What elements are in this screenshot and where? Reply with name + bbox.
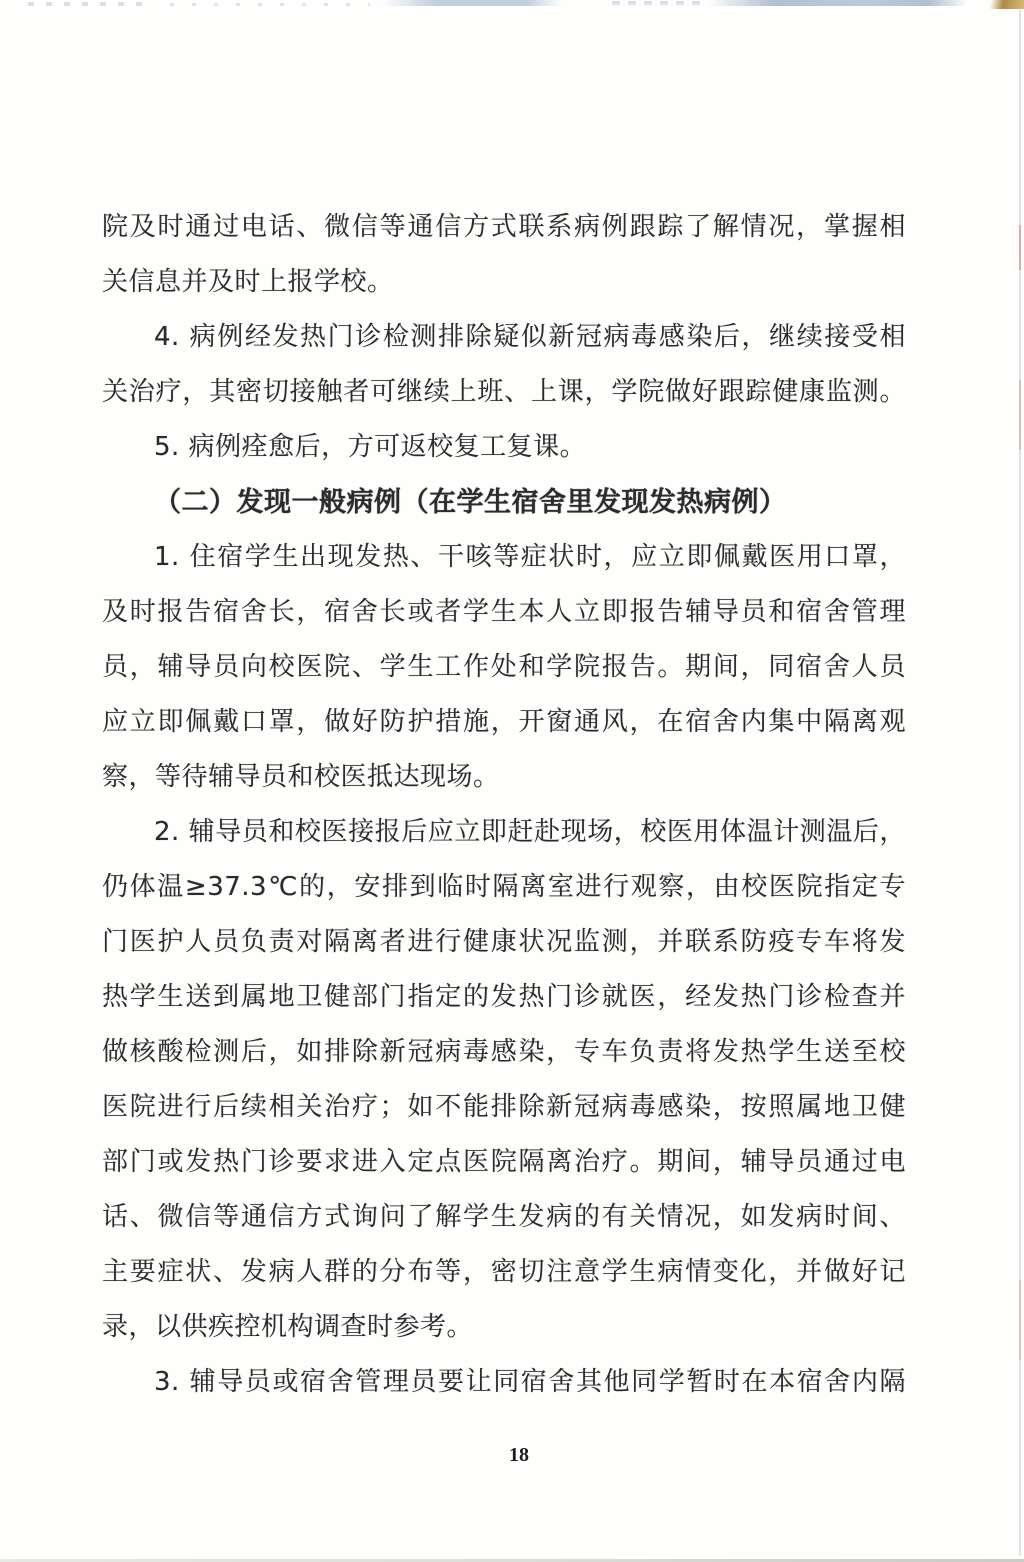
- scan-smudge: [170, 3, 370, 6]
- text-line: 4. 病例经发热门诊检测排除疑似新冠病毒感染后，继续接受相: [154, 322, 906, 352]
- text-line: 察，等待辅导员和校医抵达现场。: [102, 762, 500, 792]
- text-line: 仍体温≥37.3℃的，安排到临时隔离室进行观察，由校医院指定专: [102, 872, 906, 902]
- text-line: 录，以供疾控机构调查时参考。: [102, 1312, 474, 1342]
- page-number: 18: [509, 1444, 529, 1466]
- scan-edge-mark: [1019, 380, 1021, 450]
- text-line: 做核酸检测后，如排除新冠病毒感染，专车负责将发热学生送至校: [102, 1037, 906, 1067]
- scan-smudge: [708, 0, 968, 6]
- text-line: 院及时通过电话、微信等通信方式联系病例跟踪了解情况，掌握相: [102, 212, 906, 242]
- text-line: 热学生送到属地卫健部门指定的发热门诊就医，经发热门诊检查并: [102, 982, 906, 1012]
- text-line: 关信息并及时上报学校。: [102, 267, 394, 297]
- scan-smudge: [612, 1, 702, 5]
- text-line: 应立即佩戴口罩，做好防护措施，开窗通风，在宿舍内集中隔离观: [102, 707, 906, 737]
- scan-edge-line: [1019, 8, 1021, 1556]
- text-line: 医院进行后续相关治疗；如不能排除新冠病毒感染，按照属地卫健: [102, 1092, 906, 1122]
- text-line: 员，辅导员向校医院、学生工作处和学院报告。期间，同宿舍人员: [102, 652, 906, 682]
- scan-edge-mark: [1019, 225, 1021, 270]
- text-line: 5. 病例痊愈后，方可返校复工复课。: [154, 432, 587, 462]
- scan-smudge: [28, 2, 148, 6]
- document-text: [102, 200, 906, 1410]
- text-line: 部门或发热门诊要求进入定点医院隔离治疗。期间，辅导员通过电: [102, 1147, 906, 1177]
- scan-smudge: [382, 0, 562, 6]
- text-line: 门医护人员负责对隔离者进行健康状况监测，并联系防疫专车将发: [102, 927, 906, 957]
- text-line: 3. 辅导员或宿舍管理员要让同宿舍其他同学暂时在本宿舍内隔: [154, 1367, 906, 1397]
- text-line: 2. 辅导员和校医接报后应立即赶赴现场，校医用体温计测温后，: [154, 817, 906, 847]
- scan-edge-mark: [1019, 1280, 1021, 1360]
- text-line: 话、微信等通信方式询问了解学生发病的有关情况，如发病时间、: [102, 1202, 906, 1232]
- text-line: 及时报告宿舍长，宿舍长或者学生本人立即报告辅导员和宿舍管理: [102, 597, 906, 627]
- text-line: 主要症状、发病人群的分布等，密切注意学生病情变化，并做好记: [102, 1257, 906, 1287]
- text-line: （二）发现一般病例（在学生宿舍里发现发热病例）: [154, 487, 787, 518]
- text-line: 关治疗，其密切接触者可继续上班、上课，学院做好跟踪健康监测。: [102, 377, 906, 407]
- page-corner-fold: [986, 0, 1024, 9]
- text-line: 1. 住宿学生出现发热、干咳等症状时，应立即佩戴医用口罩，: [154, 542, 906, 572]
